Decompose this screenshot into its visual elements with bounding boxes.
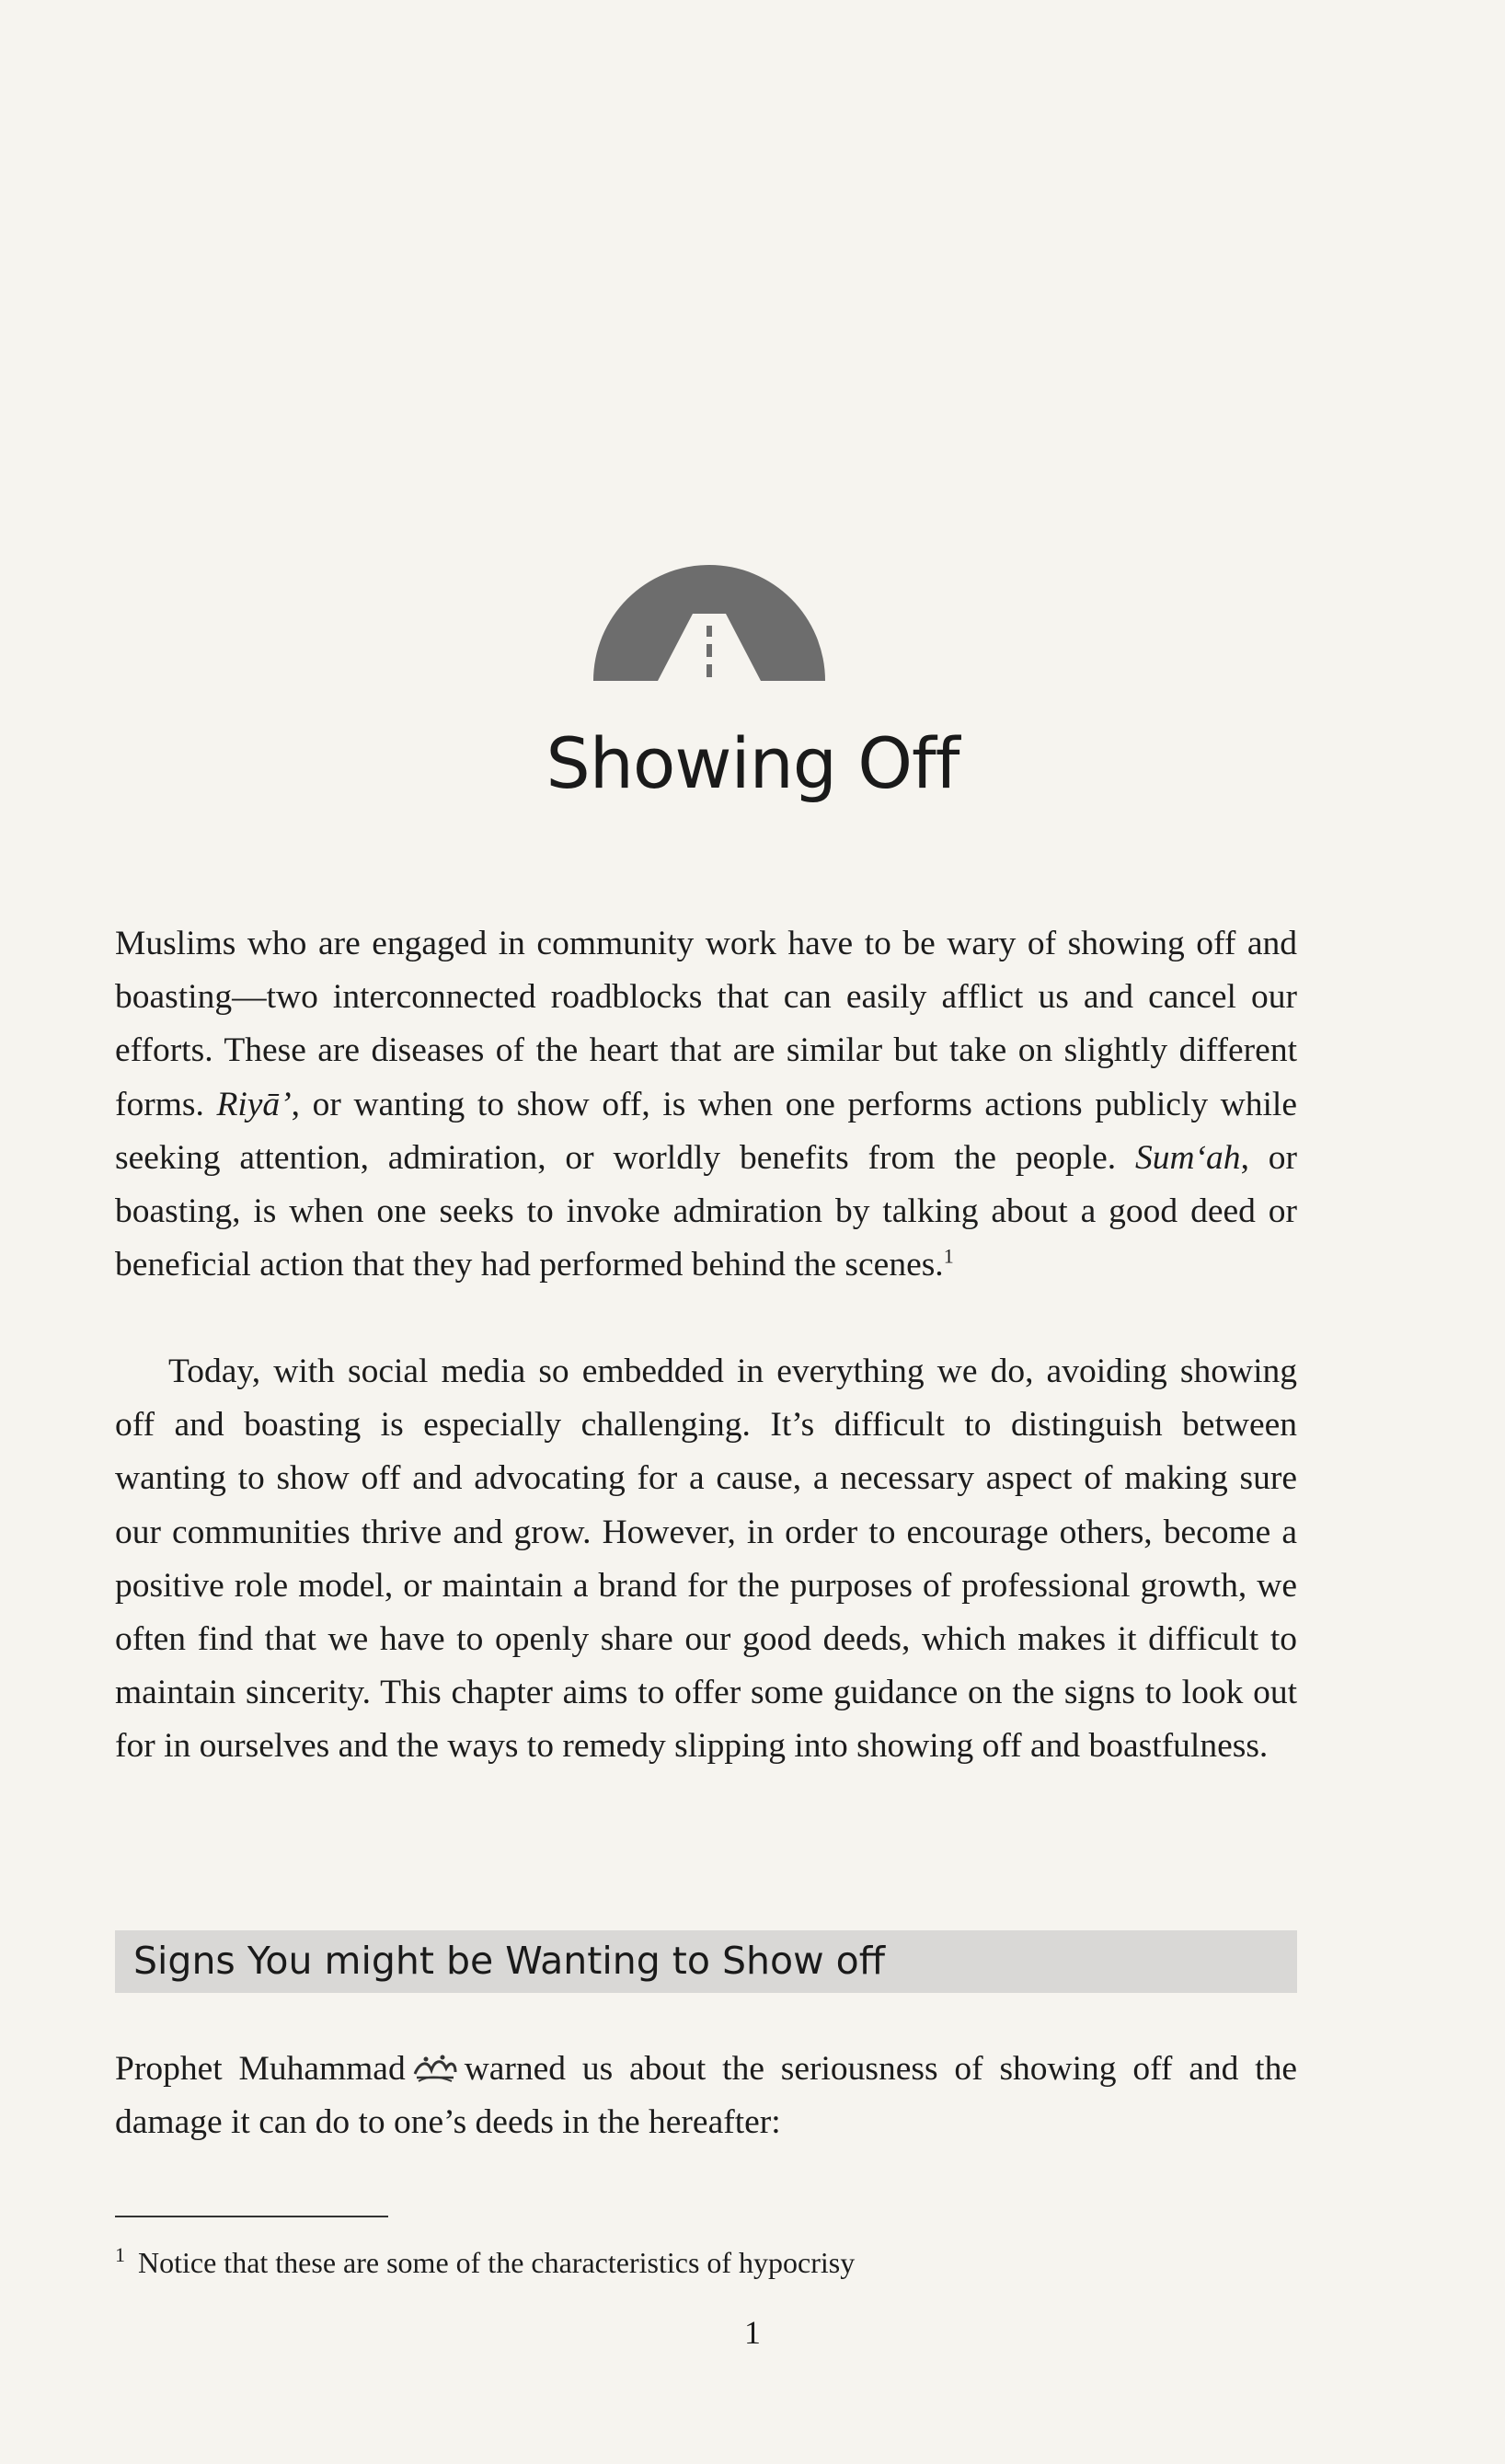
body-paragraph bbox=[115, 2043, 1297, 2149]
term-sumah: Sum‘ah bbox=[1134, 1138, 1241, 1177]
peace-be-upon-him-glyph bbox=[411, 2052, 459, 2083]
footnote bbox=[115, 2242, 1297, 2283]
section-heading: Signs You might be Wanting to Show off bbox=[133, 1939, 885, 1983]
footnote-text: Notice that these are some of the characteristics of hypocrisy bbox=[138, 2246, 856, 2279]
paragraph-text: Muslims who are engaged in community work have to be wary of showing off and boasting—two interconnected roadblocks that can easily afflict us and cancel our efforts. These are diseases of the heart that are similar but take on slightly different forms. bbox=[115, 925, 1297, 1123]
body-paragraph: Today, with social media so embedded in everything we do, avoiding showing off and boasting is especially challenging. It’s difficult to distinguish between wanting to show off and advocating for a cause, a necessary aspect of making sure our communities thrive and grow. However, in order to encourage others, become a positive role model, or maintain a brand for the purposes of professional growth, we often find that we have to openly share our good deeds, which makes it difficult to maintain sincerity. This chapter aims to offer some guidance on the signs to look out for in ourselves and the ways to remedy slipping into showing off and boastfulness. bbox=[115, 1353, 1297, 1766]
term-riya: Riyā’ bbox=[216, 1085, 292, 1123]
paragraph-text: warned us about the seriousness of showing off and the damage it can do to one’s deeds in the hereafter: bbox=[115, 2050, 1297, 2142]
chapter-title: Showing Off bbox=[546, 722, 959, 804]
paragraph-text: Prophet Muhammad bbox=[115, 2050, 406, 2088]
paragraph-text: , or boasting, is when one seeks to invoke admiration by talking about a good deed or beneficial action that they had performed behind the scenes. bbox=[115, 1138, 1297, 1284]
footnote-divider bbox=[115, 2216, 388, 2217]
footnote-reference: 1 bbox=[943, 1244, 954, 1268]
body-paragraph bbox=[115, 917, 1297, 1292]
road-arch-icon bbox=[593, 563, 825, 681]
paragraph-text: , or wanting to show off, is when one performs actions publicly while seeking attention, admiration, or worldly benefits from the people. bbox=[115, 1085, 1297, 1177]
page-number: 1 bbox=[744, 2314, 761, 2351]
bleed-through-text bbox=[193, 193, 1297, 567]
footnote-marker: 1 bbox=[115, 2243, 125, 2267]
section-heading-bar bbox=[115, 1930, 1297, 1993]
